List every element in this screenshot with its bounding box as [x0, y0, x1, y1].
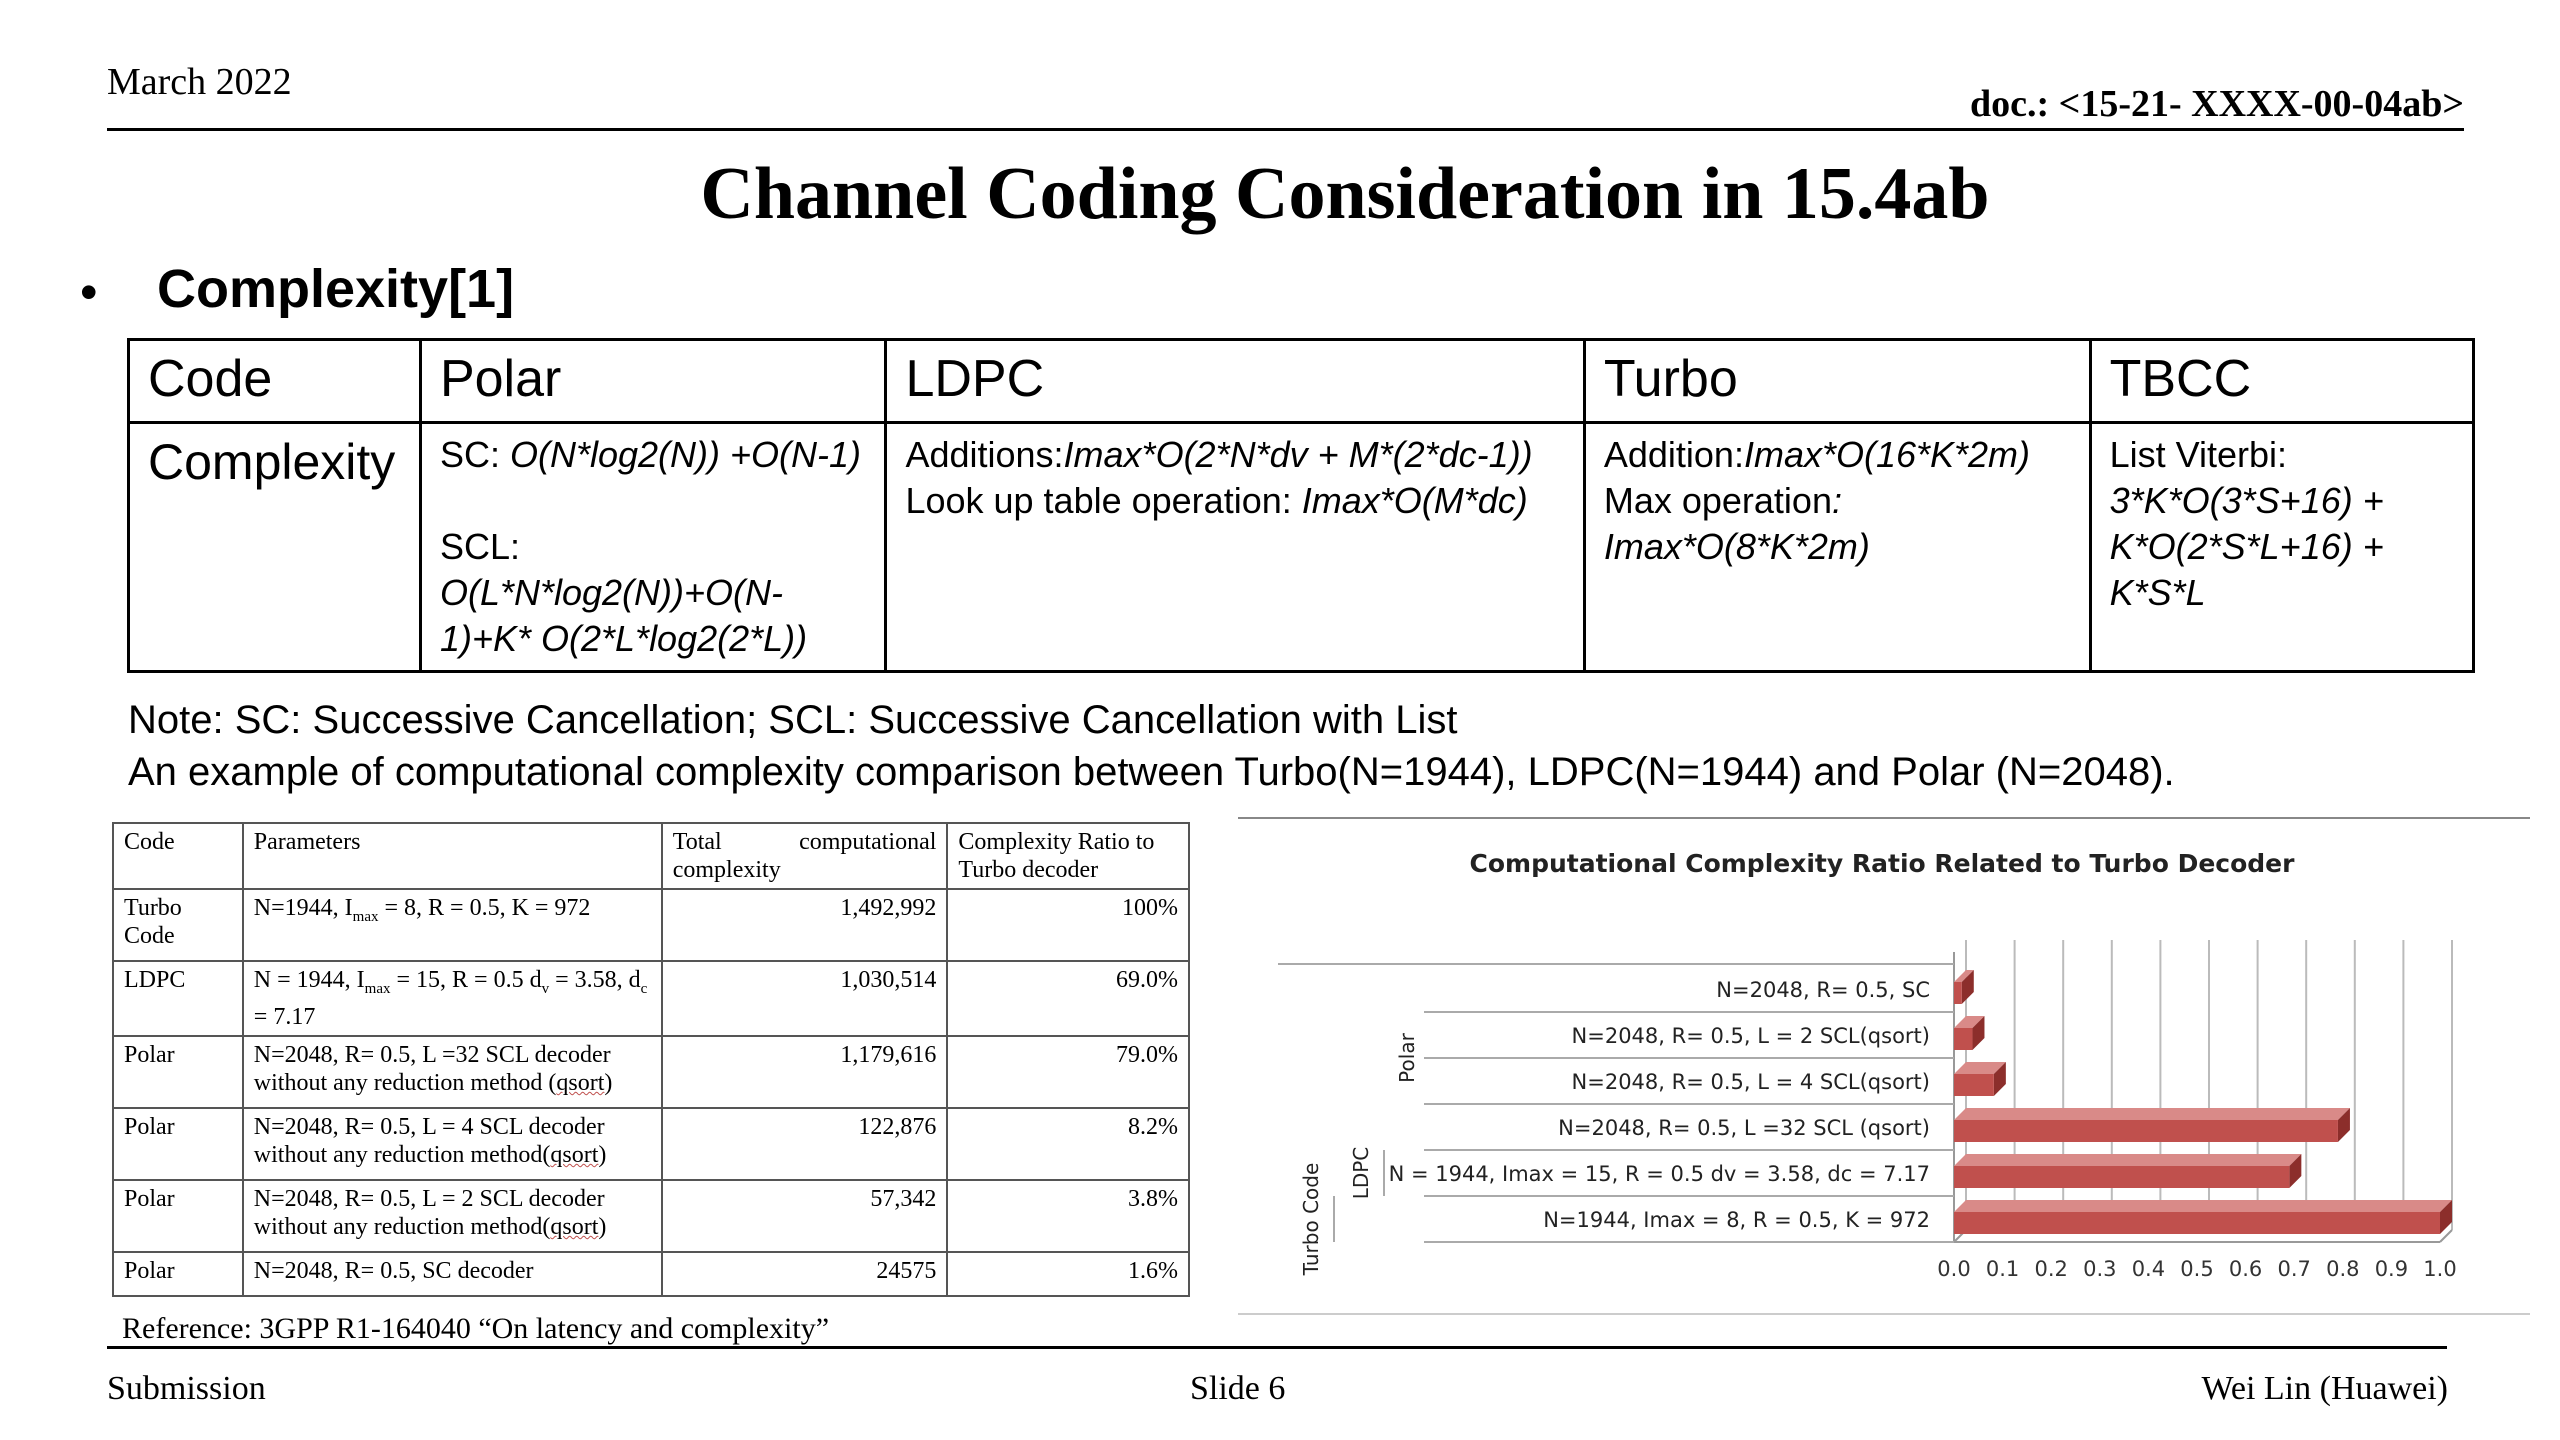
ldpc-lut-line [905, 478, 1564, 524]
comparison-header-ratio: Complexity Ratio to Turbo decoder [947, 823, 1189, 889]
tbcc-formula-line2: K*O(2*S*L+16) + [2109, 526, 2384, 567]
param-text: N=1944, I [253, 895, 353, 921]
bar-front-face [1954, 1212, 2440, 1234]
param-qsort: qsort [556, 1069, 605, 1096]
chart-x-tick-labels [1937, 1257, 2456, 1281]
row-parameters [243, 961, 662, 1036]
chart-group-labels [1299, 1032, 1419, 1276]
param-text: = 8, R = 0.5, K = 972 [378, 895, 591, 921]
note-block [128, 694, 2175, 798]
row-total: 1,492,992 [662, 889, 948, 961]
polar-sc-formula: O(N*log2(N)) +O(N-1) [509, 434, 862, 475]
row-label-complexity: Complexity [129, 423, 421, 672]
x-tick-label: 0.3 [2083, 1257, 2117, 1281]
row-ratio: 8.2% [947, 1108, 1189, 1180]
x-tick-label: 0.1 [1985, 1257, 2020, 1281]
comparison-header-total [662, 823, 948, 889]
param-subscript: c [640, 980, 648, 997]
row-code: Turbo Code [113, 889, 243, 961]
bar-front-face [1954, 1120, 2338, 1142]
param-subscript: max [352, 908, 379, 925]
row-parameters [243, 1108, 662, 1180]
param-text: N=2048, R= 0.5, L =32 SCL decoder without any reduction method ( [253, 1041, 611, 1096]
turbo-max-label: Max operation [1603, 480, 1832, 521]
chart-bar [1954, 970, 1974, 1004]
table-row [113, 961, 1189, 1036]
polar-scl-formula-line1: O(L*N*log2(N))+O(N- [439, 572, 784, 613]
footer-submission: Submission [107, 1370, 266, 1407]
row-code: LDPC [113, 961, 243, 1036]
ldpc-complexity-cell [886, 423, 1584, 672]
row-code: Polar [113, 1036, 243, 1108]
row-code: Polar [113, 1108, 243, 1180]
category-label: N=1944, Imax = 8, R = 0.5, K = 972 [1543, 1208, 1930, 1232]
polar-scl-label: SCL: [439, 526, 520, 567]
bar-front-face [1954, 1166, 2289, 1188]
row-total: 122,876 [662, 1108, 948, 1180]
ldpc-additions-label: Additions: [905, 434, 1064, 475]
param-text: N=2048, R= 0.5, L = 4 SCL decoder without any reduction method( [253, 1113, 605, 1168]
bar-front-face [1954, 982, 1962, 1004]
row-code: Polar [113, 1180, 243, 1252]
row-parameters [243, 889, 662, 961]
param-subscript: v [541, 980, 550, 997]
turbo-max-formula: Imax*O(8*K*2m) [1603, 526, 1870, 567]
chart-gridlines [1954, 940, 2452, 1242]
comparison-header-parameters: Parameters [243, 823, 662, 889]
row-total: 1,030,514 [662, 961, 948, 1036]
category-label: N=2048, R= 0.5, L = 2 SCL(qsort) [1571, 1024, 1930, 1048]
category-label: N = 1944, Imax = 15, R = 0.5 dv = 3.58, dc = 7.17 [1388, 1162, 1930, 1186]
param-text: N=2048, R= 0.5, L = 2 SCL decoder without any reduction method( [253, 1185, 605, 1240]
chart-title: Computational Complexity Ratio Related to Turbo Decoder [1469, 849, 2295, 878]
polar-complexity-cell [420, 423, 885, 672]
chart-bar [1954, 1062, 2006, 1096]
bar-top-face [1954, 1108, 2350, 1120]
tbcc-label: List Viterbi: [2109, 434, 2288, 475]
comparison-header-total-word2: computational [799, 829, 937, 855]
category-label: N=2048, R= 0.5, SC [1716, 978, 1930, 1002]
slide-title: Channel Coding Consideration in 15.4ab [700, 153, 1990, 235]
reference-note: Reference: 3GPP R1-164040 “On latency and complexity” [122, 1312, 830, 1345]
footer-author: Wei Lin (Huawei) [2201, 1370, 2448, 1407]
param-text: = 15, R = 0.5 d [390, 967, 542, 993]
bar-front-face [1954, 1074, 1994, 1096]
chart-category-labels [1278, 964, 1954, 1242]
chart-bar [1954, 1200, 2452, 1234]
header-cell-ldpc: LDPC [886, 340, 1584, 423]
x-tick-label: 0.4 [2131, 1257, 2166, 1281]
chart-bars [1954, 970, 2452, 1234]
polar-sc-label: SC: [439, 434, 510, 475]
complexity-ratio-chart [1238, 816, 2530, 1316]
group-label: Polar [1395, 1033, 1419, 1083]
category-label: N=2048, R= 0.5, L =32 SCL (qsort) [1558, 1116, 1930, 1140]
bar-top-face [1954, 1200, 2452, 1212]
complexity-table-body-row [129, 423, 2474, 672]
param-text: ) [598, 1141, 607, 1168]
complexity-table [127, 338, 2475, 673]
row-parameters [243, 1036, 662, 1108]
x-tick-label: 0.5 [2180, 1257, 2214, 1281]
table-row [113, 1252, 1189, 1296]
group-label: LDPC [1349, 1146, 1373, 1200]
bar-top-face [1954, 1154, 2301, 1166]
x-tick-label: 0.9 [2374, 1257, 2409, 1281]
param-text: ) [598, 1213, 607, 1240]
turbo-max-line [1604, 478, 2071, 524]
comparison-header-total-word3: complexity [672, 857, 781, 883]
row-parameters [243, 1252, 662, 1296]
param-text: N=2048, R= 0.5, SC decoder [253, 1257, 534, 1284]
param-qsort: qsort [550, 1213, 599, 1240]
ldpc-lut-label: Look up table operation: [905, 480, 1302, 521]
table-row [113, 1180, 1189, 1252]
x-tick-label: 0.2 [2034, 1257, 2068, 1281]
ldpc-lut-formula: Imax*O(M*dc) [1301, 480, 1528, 521]
category-label: N=2048, R= 0.5, L = 4 SCL(qsort) [1571, 1070, 1930, 1094]
section-heading: Complexity[1] [157, 259, 515, 319]
ldpc-additions-formula: Imax*O(2*N*dv + M*(2*dc-1)) [1063, 434, 1533, 475]
header-cell-turbo: Turbo [1584, 340, 2090, 423]
tbcc-complexity-cell [2090, 423, 2473, 672]
x-tick-label: 0.7 [2277, 1257, 2311, 1281]
header-cell-code: Code [129, 340, 421, 423]
turbo-addition-formula: Imax*O(16*K*2m) [1743, 434, 2031, 475]
note-line-example: An example of computational complexity comparison between Turbo(N=1944), LDPC(N=1944) and Polar (N=2048). [128, 750, 2175, 794]
row-ratio: 69.0% [947, 961, 1189, 1036]
row-total: 24575 [662, 1252, 948, 1296]
param-text: = 3.58, d [549, 967, 641, 993]
x-tick-label: 0.6 [2228, 1257, 2263, 1281]
turbo-addition-line [1604, 432, 2071, 478]
row-parameters [243, 1180, 662, 1252]
table-row [113, 889, 1189, 961]
polar-scl-formula-line2: 1)+K* O(2*L*log2(2*L)) [439, 618, 808, 659]
turbo-max-colon: : [1831, 480, 1842, 521]
header-cell-tbcc: TBCC [2090, 340, 2473, 423]
polar-sc-line [440, 432, 866, 478]
table-row [113, 1108, 1189, 1180]
complexity-table-header-row [129, 340, 2474, 423]
comparison-table [112, 822, 1190, 1297]
comparison-header-code: Code [113, 823, 243, 889]
turbo-complexity-cell [1584, 423, 2090, 672]
footer-divider [107, 1346, 2447, 1349]
chart-bar [1954, 1108, 2350, 1142]
document-id: doc.: <15-21- XXXX-00-04ab> [1970, 83, 2464, 125]
slide-date: March 2022 [107, 61, 292, 103]
turbo-addition-label: Addition: [1603, 434, 1744, 475]
comparison-header-total-word1: Total [672, 829, 722, 855]
x-tick-label: 1.0 [2423, 1257, 2457, 1281]
row-total: 1,179,616 [662, 1036, 948, 1108]
bar-front-face [1954, 1028, 1972, 1050]
ldpc-additions-line [905, 432, 1564, 478]
header-divider [107, 128, 2464, 131]
row-ratio: 3.8% [947, 1180, 1189, 1252]
param-subscript: max [364, 980, 391, 997]
tbcc-formula-line1: 3*K*O(3*S+16) + [2109, 480, 2384, 521]
row-total: 57,342 [662, 1180, 948, 1252]
header-cell-polar: Polar [420, 340, 885, 423]
param-text: ) [604, 1069, 613, 1096]
table-row [113, 1036, 1189, 1108]
bullet-icon: • [80, 264, 98, 320]
tbcc-formula-line3: K*S*L [2109, 572, 2206, 613]
row-ratio: 100% [947, 889, 1189, 961]
chart-bar [1954, 1154, 2301, 1188]
row-ratio: 79.0% [947, 1036, 1189, 1108]
row-ratio: 1.6% [947, 1252, 1189, 1296]
param-qsort: qsort [550, 1141, 599, 1168]
note-line-abbreviations: Note: SC: Successive Cancellation; SCL: Successive Cancellation with List [128, 698, 1458, 742]
x-tick-label: 0.8 [2326, 1257, 2360, 1281]
param-text: N = 1944, I [253, 967, 365, 993]
chart-bar [1954, 1016, 1984, 1050]
x-tick-label: 0.0 [1937, 1257, 1971, 1281]
param-text: = 7.17 [253, 1003, 316, 1030]
slide-number: Slide 6 [1190, 1370, 1286, 1407]
comparison-table-header [113, 823, 1189, 889]
row-code: Polar [113, 1252, 243, 1296]
group-label: Turbo Code [1299, 1162, 1323, 1276]
